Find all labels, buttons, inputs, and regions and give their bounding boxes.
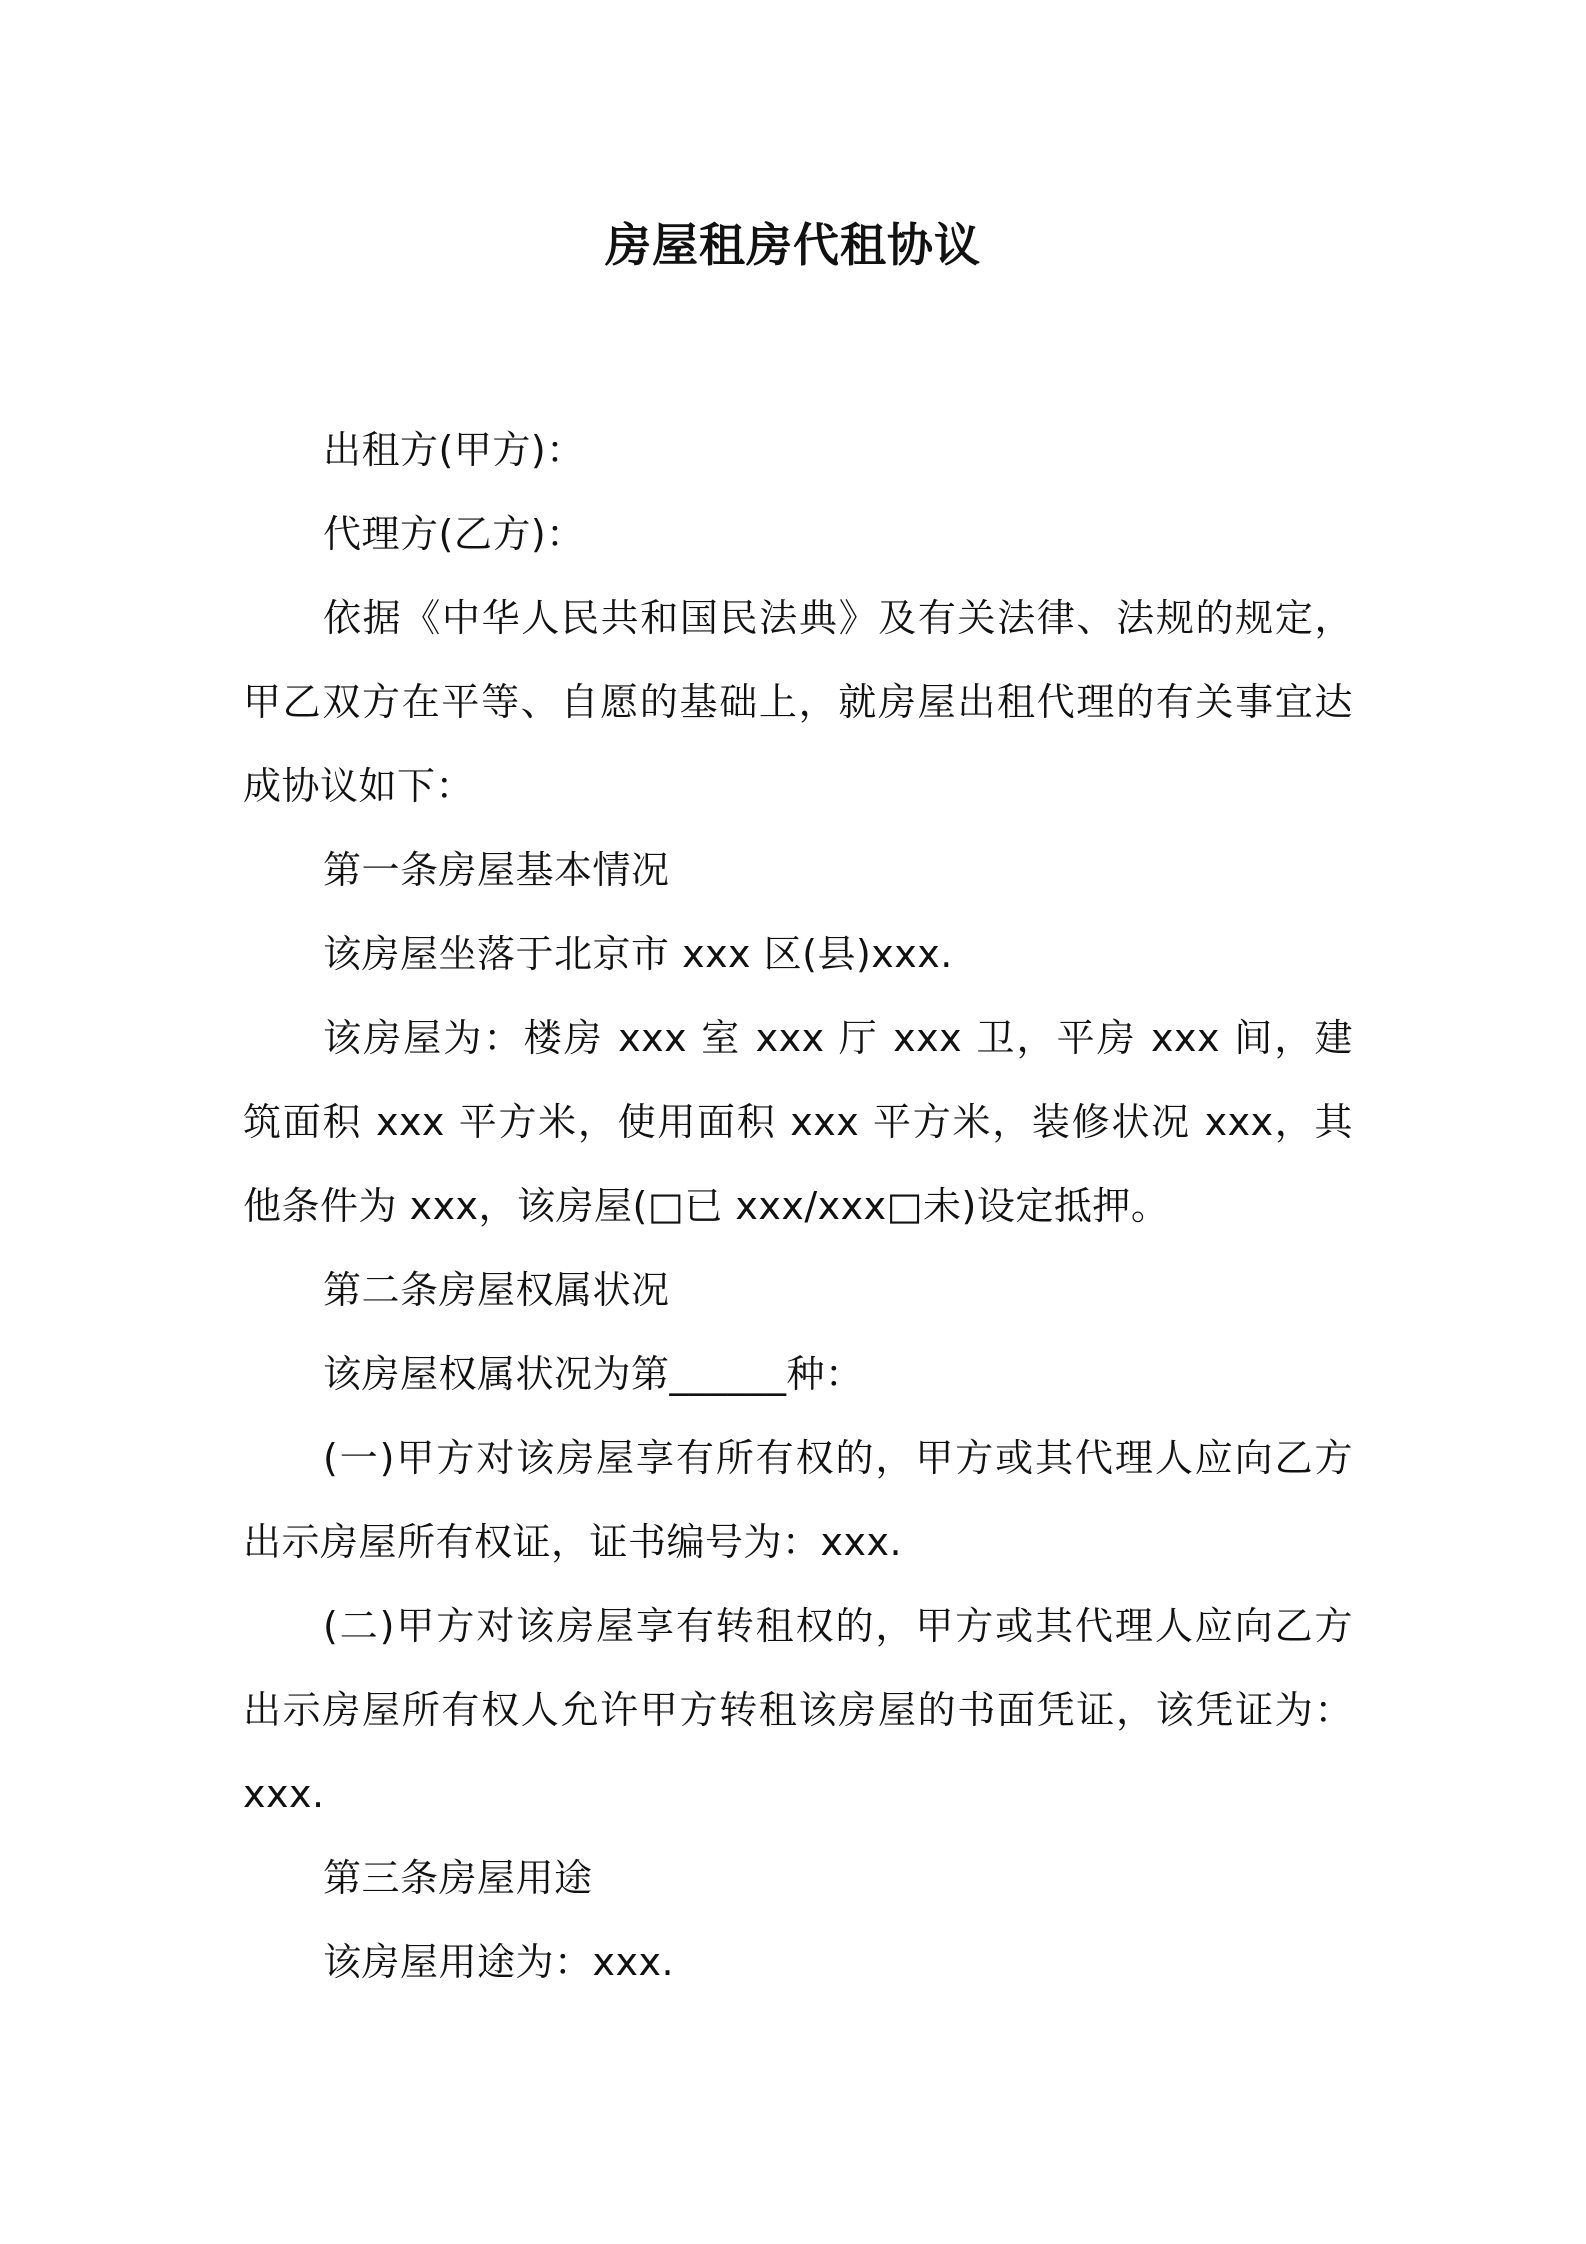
- article2-item2: (二)甲方对该房屋享有转租权的，甲方或其代理人应向乙方出示房屋所有权人允许甲方转租该房屋的书面凭证，该凭证为：xxx.: [243, 1604, 1353, 1816]
- preamble-paragraph: 依据《中华人民共和国民法典》及有关法律、法规的规定，甲乙双方在平等、自愿的基础上，就房屋出租代理的有关事宜达成协议如下：: [243, 596, 1353, 808]
- document-body: [243, 408, 1353, 2004]
- article3-usage: 该房屋用途为：xxx.: [323, 1940, 675, 1984]
- article1-details: 该房屋为：楼房 xxx 室 xxx 厅 xxx 卫，平房 xxx 间，建筑面积 xxx 平方米，使用面积 xxx 平方米，装修状况 xxx，其他条件为 xxx，该房屋(□已 xxx/xxx□未)设定抵押。: [243, 1016, 1353, 1228]
- agent-label: 代理方(乙方)：: [323, 512, 585, 556]
- article1-heading: 第一条房屋基本情况: [323, 848, 670, 892]
- article2-heading: 第二条房屋权属状况: [323, 1268, 670, 1312]
- document-title: 房屋租房代租协议: [605, 218, 981, 272]
- article1-location: 该房屋坐落于北京市 xxx 区(县)xxx.: [323, 932, 953, 976]
- lessor-label: 出租方(甲方)：: [323, 428, 585, 472]
- article2-item1: (一)甲方对该房屋享有所有权的，甲方或其代理人应向乙方出示房屋所有权证，证书编号为：xxx.: [243, 1436, 1353, 1564]
- article3-heading: 第三条房屋用途: [323, 1856, 593, 1900]
- article2-status: 该房屋权属状况为第______种：: [323, 1352, 864, 1396]
